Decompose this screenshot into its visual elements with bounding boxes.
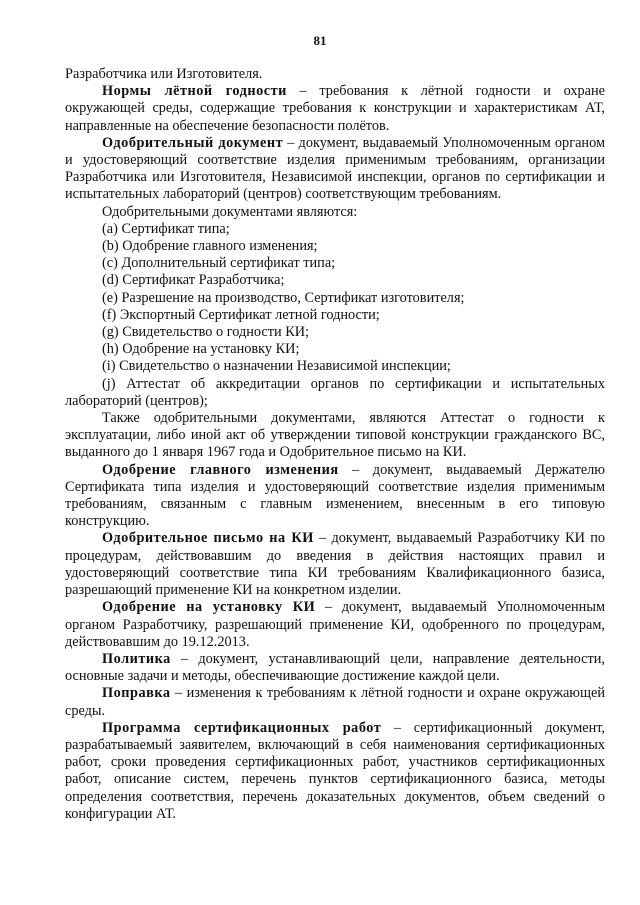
definition-text: – документ, выдаваемый Уполномоченным органом и удостоверяющий соответствие изделия применимым требованиям, организации Разработчика или Изготовителя, Независимой инспекции, органов по сертификации и испытательных лабораторий (центров) соответствующим требованиям. <box>65 134 605 203</box>
list-item: (h) Одобрение на установку КИ; <box>102 341 300 358</box>
definition-text: – документ, выдаваемый Разработчику КИ по процедурам, действовавшим до введения в действия настоящих правил и удостоверяющий соответствие типа КИ требованиям Квалификационного базиса, разрешающий применение КИ на конкретном изделии. <box>65 530 605 599</box>
opening-line: Разработчика или Изготовителя. <box>65 66 263 82</box>
document-body <box>65 66 605 823</box>
definition-paragraph <box>65 599 605 651</box>
definition-term: Политика <box>102 650 171 667</box>
list-item: (a) Сертификат типа; <box>102 220 230 237</box>
definition-text: – документ, выдаваемый Уполномоченным органом Разработчику, разрешающий применение КИ, одобренного по процедурам, действовавшим до 19.12.2013. <box>65 599 605 650</box>
list-item: (d) Сертификат Разработчика; <box>102 272 285 289</box>
list-item: (i) Свидетельство о назначении Независимой инспекции; <box>102 358 451 375</box>
definition-term: Программа сертификационных работ <box>102 719 382 736</box>
definition-term: Одобрение главного изменения <box>102 461 339 478</box>
definition-paragraph <box>65 651 605 685</box>
definition-term: Одобрительное письмо на КИ <box>102 530 314 547</box>
list-item: (j) Аттестат об аккредитации органов по сертификации и испытательных лабораторий (центров); <box>65 375 605 409</box>
definition-paragraph <box>65 83 605 135</box>
definition-text: – сертификационный документ, разрабатываемый заявителем, включающий в себя наименования сертификационных работ, сроки проведения сертификационных работ, участников сертификационных работ, описание систем, перечень пунктов сертификационного базиса, методы определения соответствия, перечень доказательных документов, объем сведений о конфигурации АТ. <box>65 719 605 822</box>
definition-paragraph <box>65 462 605 531</box>
list-item: (e) Разрешение на производство, Сертификат изготовителя; <box>102 289 465 306</box>
definition-term: Поправка <box>102 685 171 702</box>
definition-term: Одобрение на установку КИ <box>102 599 316 616</box>
list-item: (c) Дополнительный сертификат типа; <box>102 255 336 272</box>
list-item: (g) Свидетельство о годности КИ; <box>102 324 310 341</box>
list-item: (f) Экспортный Сертификат летной годности; <box>102 306 380 323</box>
definition-paragraph <box>65 685 605 719</box>
definition-text: – документ, устанавливающий цели, направление деятельности, основные задачи и методы, обеспечивающие достижение каждой цели. <box>65 650 605 685</box>
approval-docs-list <box>65 221 605 410</box>
definition-term: Одобрительный документ <box>102 134 284 151</box>
definition-text: – требования к лётной годности и охране окружающей среды, содержащие требования к конструкции и характеристикам АТ, направленные на обеспечение безопасности полётов. <box>65 83 605 134</box>
definition-paragraph <box>65 720 605 823</box>
also-docs-paragraph: Также одобрительными документами, являются Аттестат о годности к эксплуатации, либо иной акт об утверждении типовой конструкции гражданского ВС, выданного до 1 января 1967 года и Одобрительное письмо на КИ. <box>65 410 605 461</box>
definition-text: – изменения к требованиям к лётной годности и охране окружающей среды. <box>65 685 605 719</box>
definition-paragraph <box>65 530 605 599</box>
list-item: (b) Одобрение главного изменения; <box>102 238 318 255</box>
definition-text: – документ, выдаваемый Держателю Сертификата типа изделия и удостоверяющий соответствие изделия применимым требованиям, связанным с главным изменением, внесенным в его типовую конструкцию. <box>65 461 605 530</box>
definition-term: Нормы лётной годности <box>102 83 287 100</box>
approval-docs-intro: Одобрительными документами являются: <box>102 203 358 220</box>
definition-paragraph <box>65 135 605 204</box>
page-number: 81 <box>313 33 327 48</box>
